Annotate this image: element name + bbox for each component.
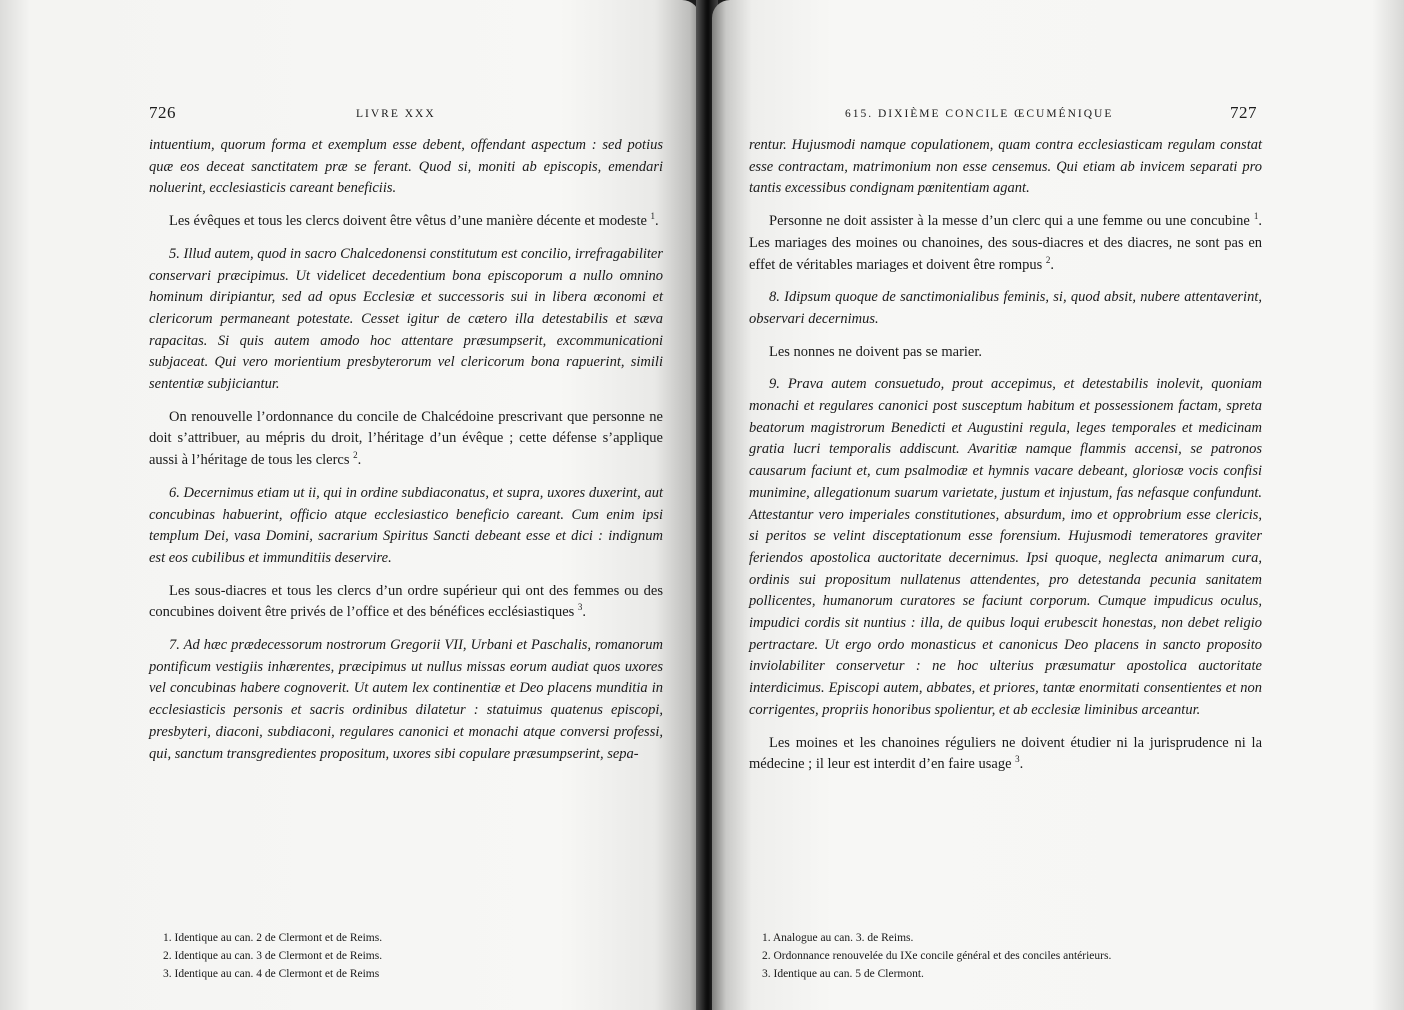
paragraph-text: 5. Illud autem, quod in sacro Chalcedonensi constitutum est concilio, irrefragabiliter conservari præcipimus. Ut videlicet decedentium bona episcoporum a nullo omnino hominum diripiantur, sed ad opus Ecclesiæ et successoris sui in libera œconomi et clericorum permaneant potestate. Cesset igitur de cætero illa detestabilis et sæva rapacitas. Si quis autem amodo hoc attentare præsumpserit, excommunicationi subjaceat. Qui vero morientium presbyterorum vel clericorum bona rapuerint, simili sententiæ subjiciantur.: [149, 245, 663, 393]
paragraph: [149, 211, 663, 233]
paragraph: [749, 211, 1262, 276]
paragraph: [149, 635, 663, 765]
footnote: 2. Ordonnance renouvelée du IXe concile général et des conciles antérieurs.: [762, 950, 1112, 962]
paragraph-text: .: [1019, 756, 1024, 773]
running-head: LIVRE XXX: [356, 108, 436, 120]
page-number: 727: [1230, 103, 1257, 122]
paragraph: [149, 483, 663, 570]
paragraph-text: Personne ne doit assister à la messe d’un clerc qui a une femme ou une concubine: [769, 213, 1254, 230]
paragraph: [749, 342, 1262, 364]
paragraph: [149, 407, 663, 472]
paragraph-text: intuentium, quorum forma et exemplum esse debent, offendant aspectum : sed potius quæ eos deceat sanctitatem præ se ferant. Quod si, moniti ab episcopis, emendari noluerint, ecclesiasticis careant beneficiis.: [149, 137, 663, 197]
right-page: [712, 0, 1404, 1010]
footnotes: [762, 929, 1242, 983]
paragraph-text: 7. Ad hæc prædecessorum nostrorum Gregorii VII, Urbani et Paschalis, romanorum pontificum vestigiis inhærentes, præcipimus ut nullus missas eorum audiat quos uxores vel concubinas habere cognoverit. Ut autem lex continentiæ et Deo placens munditia in ecclesiasticis personis et sacris ordinibus dilatetur : statuimus quatenus episcopi, presbyteri, diaconi, subdiaconi, regulares canonici et monachi atque conversi professi, qui, sanctum transgredientes propositum, uxores sibi copulare præsumpserint, sepa-: [149, 637, 663, 762]
paragraph-text: rentur. Hujusmodi namque copulationem, quam contra ecclesiasticam regulam constat esse contractam, matrimonium non esse censemus. Qui etiam ab invicem separati pro tantis excessibus condignam pœnitentiam agant.: [749, 137, 1262, 197]
paragraph: [749, 135, 1262, 200]
footnote-ref: 3: [1015, 754, 1020, 765]
paragraph: [149, 581, 663, 624]
footnote: 2. Identique au can. 3 de Clermont et de Reims.: [163, 950, 383, 962]
paragraph-text: .: [1050, 256, 1054, 273]
footnote: 1. Analogue au can. 3. de Reims.: [762, 932, 914, 944]
paragraph-text: Les moines et les chanoines réguliers ne doivent étudier ni la jurisprudence ni la médecine ; il leur est interdit d’en faire usage: [749, 734, 1262, 773]
footnote-ref: 2: [1045, 254, 1051, 265]
footnote-ref: 1: [650, 211, 656, 222]
footnote: 3. Identique au can. 5 de Clermont.: [762, 968, 924, 980]
footnote: 1. Identique au can. 2 de Clermont et de Reims.: [163, 932, 383, 944]
paragraph-text: 8. Idipsum quoque de sanctimonialibus feminis, si, quod absit, nubere attentaverint, observari decernimus.: [749, 289, 1262, 327]
running-head: 615. DIXIÈME CONCILE ŒCUMÉNIQUE: [845, 108, 1114, 120]
page-body: [749, 135, 1262, 787]
footnote-ref: 3: [577, 602, 583, 613]
footnote: 3. Identique au can. 4 de Clermont et de Reims: [163, 968, 380, 980]
left-page: [0, 0, 700, 1010]
paragraph: [749, 733, 1262, 776]
paragraph-text: On renouvelle l’ordonnance du concile de Chalcédoine prescrivant que personne ne doit s’attribuer, au mépris du droit, l’héritage d’un évêque ; cette défense s’applique aussi à l’héritage de tous les clercs: [149, 408, 663, 469]
paragraph-text: . Les mariages des moines ou chanoines, des sous-diacres et des diacres, ne sont pas en effet de véritables mariages et doivent être rompus: [749, 213, 1262, 273]
paragraph-text: 9. Prava autem consuetudo, prout accepimus, et detestabilis inolevit, quoniam monachi et regulares canonici post susceptum habitum et possessionem factam, spreta beatorum magistrorum Benedicti et Augustini regula, leges temporales et medicinam gratia lucri temporalis addiscunt. Avaritiæ namque flammis accensi, se patronos causarum faciunt et, cum psalmodiæ et hymnis vacare debeant, gloriosæ vocis confisi munimine, allegationum suarum varietate, justum et injustum, fas nefasque confundunt. Attestantur vero imperiales constitutiones, absurdum, imo et opprobrium esse clericis, si peritos se velint disceptationum esse forensium. Hujusmodi temeratores graviter feriendos apostolica auctoritate decernimus. Ipsi quoque, neglecta animarum cura, ordinis sui propositum nullatenus attendentes, pro detestanda pecunia sanitatem pollicentes, humanorum curatores se faciunt corporum. Cumque impudicus oculus, impudici cordis sit nuntius : illa, de quibus loqui erubescit honestas, non debet religio pertractare. Ut ergo ordo monasticus et canonicus Deo placens in sancto proposito inviolabiliter conservetur : ne hoc ulterius præsumatur apostolica auctoritate interdicimus. Episcopi autem, abbates, et priores, tantæ enormitati consentientes et non corrigentes, propriis honoribus spolientur, et ab ecclesiæ liminibus arceantur.: [749, 376, 1262, 718]
page-number: 726: [149, 103, 176, 122]
paragraph-text: .: [357, 452, 362, 469]
paragraph-text: Les sous-diacres et tous les clercs d’un ordre supérieur qui ont des femmes ou des concubines doivent être privés de l’office et des bénéfices ecclésiastiques: [149, 582, 663, 621]
paragraph: [149, 135, 663, 200]
paragraph-text: .: [655, 213, 659, 230]
paragraph-text: 6. Decernimus etiam ut ii, qui in ordine subdiaconatus, et supra, uxores duxerint, aut concubinas habuerint, officio atque ecclesiastico beneficio careant. Cum enim ipsi templum Dei, vasa Domini, sacrarium Spiritus Sancti debeant esse et dici : indignum est eos cubilibus et immunditiis deservire.: [149, 484, 663, 566]
paragraph: [749, 374, 1262, 721]
page-body: [149, 135, 663, 776]
paragraph-text: Les nonnes ne doivent pas se marier.: [769, 343, 983, 360]
footnote-ref: 2: [353, 450, 358, 461]
footnotes: [163, 929, 603, 983]
footnote-ref: 1: [1253, 211, 1259, 222]
paragraph: [149, 244, 663, 396]
paragraph-text: Les évêques et tous les clercs doivent être vêtus d’une manière décente et modeste: [169, 213, 651, 230]
paragraph: [749, 287, 1262, 330]
paragraph-text: .: [582, 604, 587, 621]
